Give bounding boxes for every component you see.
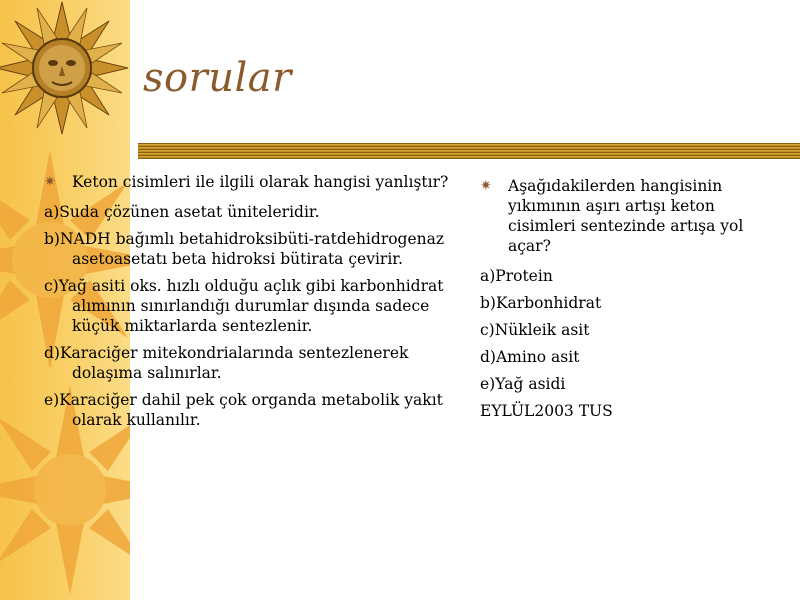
- answer-option: c)Nükleik asit: [480, 321, 590, 339]
- star-bullet-icon: ✷: [44, 174, 56, 190]
- answer-option: b)NADH bağımlı betahidroksibüti-ratdehidrogenaz asetoasetatı beta hidroksi bütirata çevirir.: [44, 230, 445, 268]
- answer-option: a)Suda çözünen asetat üniteleridir.: [44, 203, 320, 221]
- answer-option: e)Karaciğer dahil pek çok organda metabolik yakıt olarak kullanılır.: [44, 391, 443, 429]
- left-question-block: [44, 172, 464, 437]
- answer-option: e)Yağ asidi: [480, 375, 566, 393]
- answer-option: d)Amino asit: [480, 348, 580, 366]
- source-note: EYLÜL2003 TUS: [480, 402, 613, 420]
- question-label: Aşağıdakilerden hangisinin yıkımının aşırı artışı keton cisimleri sentezinde artışa yol açar?: [508, 177, 744, 255]
- answer-option: b)Karbonhidrat: [480, 294, 602, 312]
- title-divider: [138, 143, 800, 159]
- slide-title: sorular: [143, 55, 292, 101]
- question-text: [480, 176, 780, 256]
- sun-icon: [0, 0, 130, 140]
- right-question-block: [480, 176, 780, 428]
- question-label: Keton cisimleri ile ilgili olarak hangisi yanlıştır?: [72, 173, 449, 191]
- question-text: [44, 172, 464, 192]
- answer-option: a)Protein: [480, 267, 553, 285]
- star-bullet-icon: ✷: [480, 178, 492, 194]
- answer-option: d)Karaciğer mitekondrialarında sentezlenerek dolaşıma salınırlar.: [44, 344, 409, 382]
- answer-option: c)Yağ asiti oks. hızlı olduğu açlık gibi karbonhidrat alımının sınırlandığı durumlar dışında sadece küçük miktarlarda sentezlenir.: [44, 277, 444, 335]
